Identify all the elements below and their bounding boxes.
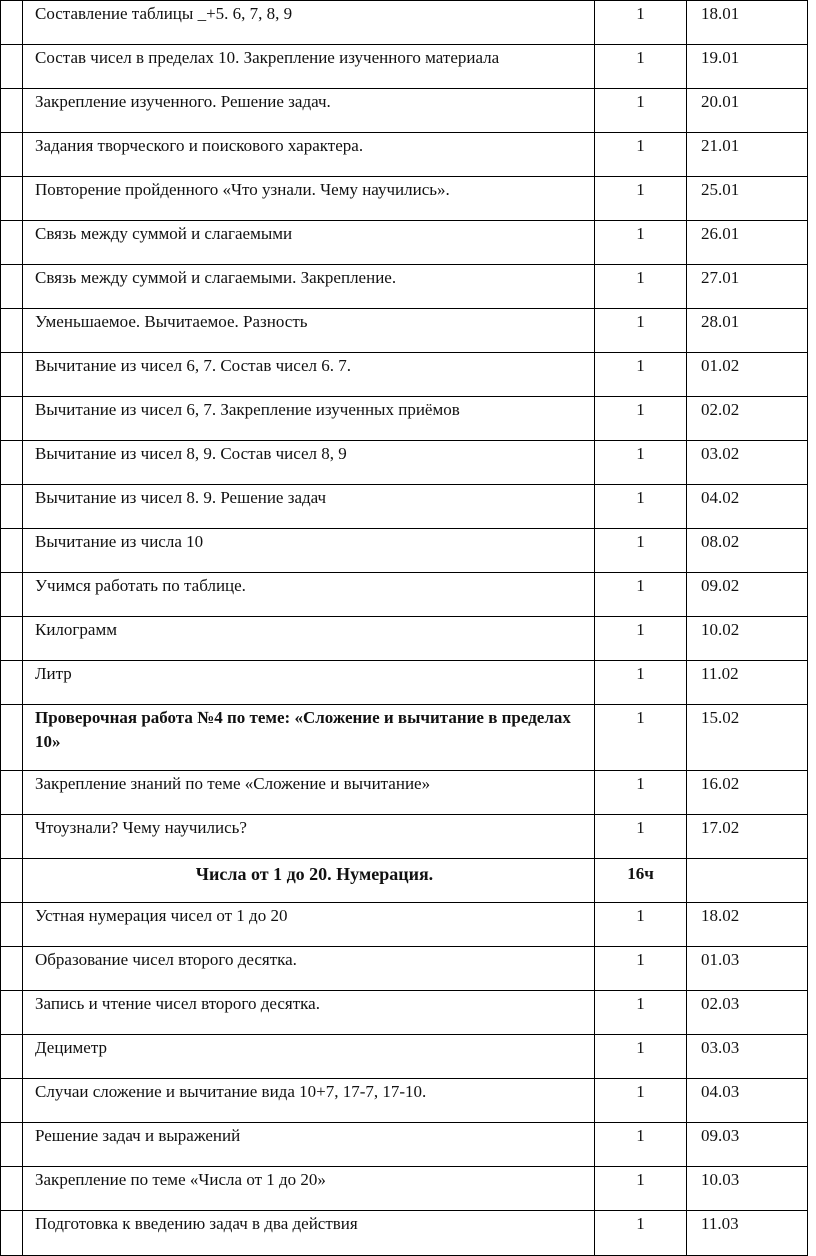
row-number-cell [1, 1035, 23, 1079]
topic-cell: Связь между суммой и слагаемыми. Закрепление. [23, 265, 595, 309]
date-cell: 25.01 [687, 177, 808, 221]
row-number-cell [1, 1123, 23, 1167]
row-number-cell [1, 353, 23, 397]
table-row [1, 529, 808, 573]
date-cell: 04.03 [687, 1079, 808, 1123]
topic-cell: Образование чисел второго десятка. [23, 947, 595, 991]
date-cell: 18.01 [687, 1, 808, 45]
section-header-row [1, 859, 808, 903]
topic-cell: Закрепление по теме «Числа от 1 до 20» [23, 1167, 595, 1211]
row-number-cell [1, 705, 23, 771]
topic-cell: Вычитание из чисел 8. 9. Решение задач [23, 485, 595, 529]
date-cell: 11.03 [687, 1211, 808, 1256]
hours-cell: 1 [595, 177, 687, 221]
date-cell: 08.02 [687, 529, 808, 573]
date-cell: 27.01 [687, 265, 808, 309]
topic-cell: Подготовка к введению задач в два действия [23, 1211, 595, 1256]
row-number-cell [1, 221, 23, 265]
table-row [1, 1211, 808, 1256]
row-number-cell [1, 617, 23, 661]
row-number-cell [1, 1079, 23, 1123]
topic-cell: Килограмм [23, 617, 595, 661]
topic-cell: Вычитание из чисел 6, 7. Закрепление изученных приёмов [23, 397, 595, 441]
topic-cell: Устная нумерация чисел от 1 до 20 [23, 903, 595, 947]
date-cell: 19.01 [687, 45, 808, 89]
table-row [1, 1035, 808, 1079]
date-cell: 17.02 [687, 815, 808, 859]
table-row [1, 661, 808, 705]
date-cell: 28.01 [687, 309, 808, 353]
hours-cell: 1 [595, 771, 687, 815]
table-row [1, 89, 808, 133]
row-number-cell [1, 133, 23, 177]
date-cell: 02.03 [687, 991, 808, 1035]
hours-cell: 1 [595, 441, 687, 485]
date-cell: 26.01 [687, 221, 808, 265]
topic-cell: Вычитание из числа 10 [23, 529, 595, 573]
hours-cell: 1 [595, 353, 687, 397]
row-number-cell [1, 441, 23, 485]
row-number-cell [1, 947, 23, 991]
row-number-cell [1, 573, 23, 617]
row-number-cell [1, 1211, 23, 1256]
row-number-cell [1, 265, 23, 309]
hours-cell: 1 [595, 1079, 687, 1123]
topic-cell: Вычитание из чисел 8, 9. Состав чисел 8, 9 [23, 441, 595, 485]
row-number-cell [1, 815, 23, 859]
hours-cell: 1 [595, 89, 687, 133]
hours-cell: 1 [595, 485, 687, 529]
table-row [1, 265, 808, 309]
hours-cell: 1 [595, 815, 687, 859]
hours-cell: 1 [595, 397, 687, 441]
table-row [1, 903, 808, 947]
row-number-cell [1, 177, 23, 221]
table-row [1, 1123, 808, 1167]
table-row [1, 45, 808, 89]
table-row [1, 309, 808, 353]
hours-cell: 1 [595, 1211, 687, 1256]
hours-cell: 1 [595, 133, 687, 177]
date-cell: 01.02 [687, 353, 808, 397]
row-number-cell [1, 485, 23, 529]
table-row [1, 1, 808, 45]
topic-cell: Учимся работать по таблице. [23, 573, 595, 617]
topic-cell: Состав чисел в пределах 10. Закрепление изученного материала [23, 45, 595, 89]
lesson-plan-body [1, 1, 808, 1256]
topic-cell: Запись и чтение чисел второго десятка. [23, 991, 595, 1035]
row-number-cell [1, 991, 23, 1035]
row-number-cell [1, 661, 23, 705]
hours-cell: 1 [595, 573, 687, 617]
hours-cell: 1 [595, 309, 687, 353]
table-row [1, 1167, 808, 1211]
row-number-cell [1, 89, 23, 133]
date-cell [687, 859, 808, 903]
row-number-cell [1, 771, 23, 815]
topic-cell: Числа от 1 до 20. Нумерация. [23, 859, 595, 903]
table-row [1, 947, 808, 991]
topic-cell: Дециметр [23, 1035, 595, 1079]
table-row [1, 221, 808, 265]
date-cell: 02.02 [687, 397, 808, 441]
table-row [1, 705, 808, 771]
date-cell: 03.03 [687, 1035, 808, 1079]
row-number-cell [1, 45, 23, 89]
row-number-cell [1, 903, 23, 947]
topic-cell: Случаи сложение и вычитание вида 10+7, 17-7, 17-10. [23, 1079, 595, 1123]
hours-cell: 1 [595, 45, 687, 89]
topic-cell: Закрепление изученного. Решение задач. [23, 89, 595, 133]
row-number-cell [1, 309, 23, 353]
table-row [1, 397, 808, 441]
topic-cell: Уменьшаемое. Вычитаемое. Разность [23, 309, 595, 353]
date-cell: 03.02 [687, 441, 808, 485]
date-cell: 10.02 [687, 617, 808, 661]
date-cell: 15.02 [687, 705, 808, 771]
table-row [1, 353, 808, 397]
hours-cell: 1 [595, 903, 687, 947]
row-number-cell [1, 529, 23, 573]
hours-cell: 1 [595, 529, 687, 573]
date-cell: 04.02 [687, 485, 808, 529]
hours-cell: 1 [595, 1167, 687, 1211]
hours-cell: 1 [595, 947, 687, 991]
table-row [1, 177, 808, 221]
topic-cell: Проверочная работа №4 по теме: «Сложение и вычитание в пределах 10» [23, 705, 595, 771]
date-cell: 01.03 [687, 947, 808, 991]
hours-cell: 1 [595, 1123, 687, 1167]
date-cell: 09.03 [687, 1123, 808, 1167]
table-row [1, 1079, 808, 1123]
topic-cell: Вычитание из чисел 6, 7. Состав чисел 6. 7. [23, 353, 595, 397]
row-number-cell [1, 1, 23, 45]
hours-cell: 1 [595, 991, 687, 1035]
hours-cell: 16ч [595, 859, 687, 903]
row-number-cell [1, 859, 23, 903]
topic-cell: Повторение пройденного «Что узнали. Чему научились». [23, 177, 595, 221]
topic-cell: Закрепление знаний по теме «Сложение и вычитание» [23, 771, 595, 815]
topic-cell: Чтоузнали? Чему научились? [23, 815, 595, 859]
table-row [1, 573, 808, 617]
date-cell: 09.02 [687, 573, 808, 617]
table-row [1, 133, 808, 177]
topic-cell: Литр [23, 661, 595, 705]
hours-cell: 1 [595, 1035, 687, 1079]
date-cell: 20.01 [687, 89, 808, 133]
hours-cell: 1 [595, 1, 687, 45]
hours-cell: 1 [595, 221, 687, 265]
hours-cell: 1 [595, 661, 687, 705]
table-row [1, 771, 808, 815]
date-cell: 18.02 [687, 903, 808, 947]
date-cell: 10.03 [687, 1167, 808, 1211]
row-number-cell [1, 1167, 23, 1211]
table-row [1, 617, 808, 661]
table-row [1, 815, 808, 859]
date-cell: 16.02 [687, 771, 808, 815]
topic-cell: Составление таблицы _+5. 6, 7, 8, 9 [23, 1, 595, 45]
hours-cell: 1 [595, 617, 687, 661]
date-cell: 21.01 [687, 133, 808, 177]
row-number-cell [1, 397, 23, 441]
table-row [1, 441, 808, 485]
hours-cell: 1 [595, 265, 687, 309]
table-row [1, 485, 808, 529]
hours-cell: 1 [595, 705, 687, 771]
topic-cell: Решение задач и выражений [23, 1123, 595, 1167]
date-cell: 11.02 [687, 661, 808, 705]
table-row [1, 991, 808, 1035]
topic-cell: Связь между суммой и слагаемыми [23, 221, 595, 265]
topic-cell: Задания творческого и поискового характера. [23, 133, 595, 177]
